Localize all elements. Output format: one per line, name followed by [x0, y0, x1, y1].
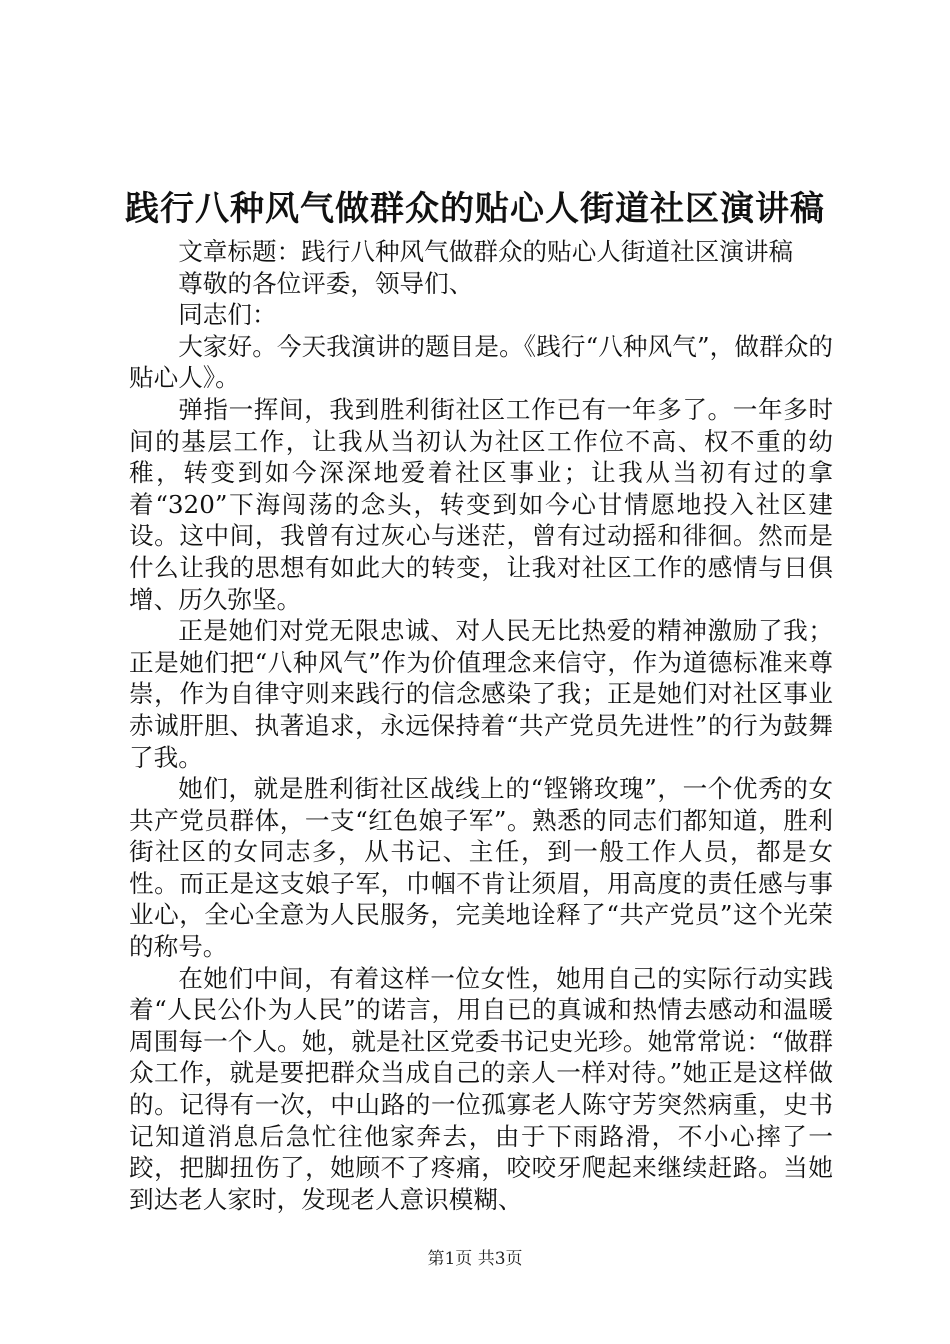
paragraph: 大家好。今天我演讲的题目是。《践行“八种风气”，做群众的贴心人》。: [129, 331, 833, 393]
paragraph: 在她们中间，有着这样一位女性，她用自己的实际行动实践着“人民公仆为人民”的诺言，用自已的真诚和热情去感动和温暖周围每一个人。她，就是社区党委书记史光珍。她常常说：“做群众工作，就是要把群众当成自己的亲人一样对待。”她正是这样做的。记得有一次，中山路的一位孤寡老人陈守芳突然病重，史书记知道消息后急忙往他家奔去，由于下雨路滑，不小心摔了一跤，把脚扭伤了，她顾不了疼痛，咬咬牙爬起来继续赶路。当她到达老人家时，发现老人意识模糊、: [129, 963, 833, 1214]
paragraph: 弹指一挥间，我到胜利街社区工作已有一年多了。一年多时间的基层工作，让我从当初认为社区工作位不高、权不重的幼稚，转变到如今深深地爱着社区事业；让我从当初有过的拿着“320”下海闯荡的念头，转变到如今心甘情愿地投入社区建设。这中间，我曾有过灰心与迷茫，曾有过动摇和徘徊。然而是什么让我的思想有如此大的转变，让我对社区工作的感情与日俱增、历久弥坚。: [129, 394, 833, 614]
document-title: 践行八种风气做群众的贴心人街道社区演讲稿: [125, 189, 825, 229]
page-number-footer: 第1页 共3页: [427, 1249, 523, 1269]
paragraph: 文章标题：践行八种风气做群众的贴心人街道社区演讲稿: [178, 237, 794, 266]
paragraph: 同志们：: [178, 300, 277, 330]
paragraph: 尊敬的各位评委，领导们、: [178, 268, 474, 298]
paragraph: 正是她们对党无限忠诚、对人民无比热爱的精神激励了我；正是她们把“八种风气”作为价值理念来信守，作为道德标准来尊崇，作为自律守则来践行的信念感染了我；正是她们对社区事业赤诚肝胆、执著追求，永远保持着“共产党员先进性”的行为鼓舞了我。: [129, 616, 833, 772]
document-body: [129, 236, 833, 1215]
paragraph: 她们，就是胜利街社区战线上的“铿锵玫瑰”，一个优秀的女共产党员群体，一支“红色娘子军”。熟悉的同志们都知道，胜利街社区的女同志多，从书记、主任，到一般工作人员，都是女性。而正是这支娘子军，巾帼不肯让须眉，用高度的责任感与事业心，全心全意为人民服务，完美地诠释了“共产党员”这个光荣的称号。: [129, 774, 833, 962]
